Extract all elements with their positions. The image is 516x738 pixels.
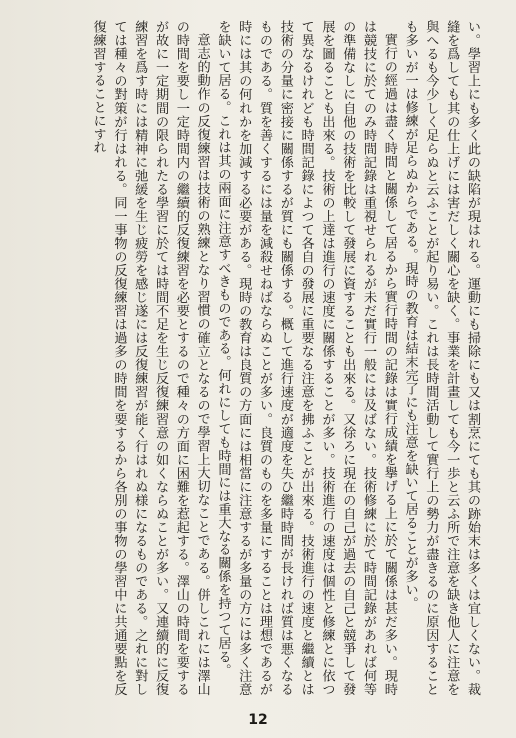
body-text	[34, 20, 482, 696]
page-number: 12	[248, 712, 268, 728]
paragraph-1: い。學習上にも多く此の缺陷が現はれる。運動にも掃除にも又は割烹にても其の跡始末は多くは宜しくない。裁縫を爲しても其の仕上げには害だしく關心を缺く。事業を計畫しても今一歩と云ふ所で注意を缺き他人に注意を與へるも今少しく足らぬと云ふことが起り易い。これは長時間活動して實行上の勢力が盡きるのに原因することも多いが一は修練が足らぬからである。現時の教育は結末完了にも注意を缺いて居ることが多い。	[402, 20, 480, 696]
paragraph-3: 意志的動作の反復練習は技術の熟練となり習慣の確立となるので學習上大切なことである。併しこれには澤山の時間を要し一定時間内の繼續的反復練習を必要とするので種々の方面に困難を惹起する。澤山の時間を要するが故に一定期間の限られたる學習に於ては時間不足を生じ反復練習意の如くならぬことが多い。又連續的に反復練習を爲す時には精神に弛緩を生じ疲勞を感じ遂には反復練習が能く行はれぬ様になるものである。之れに對しては種々の對策が行はれる。同一事物の反復練習は過多の時間を要するから各別の事物の學習中に共通要點を反復練習することにすれ	[90, 20, 210, 696]
paragraph-2: 實行の經過は盡く時間と關係して居るから實行時間の記錄は實行成績を擧げる上に於て關係は甚だ多い。現時は競技に於てのみ時間記錄は重視せられるが未だ實行一般には及ばない。技術修練に於て時間記錄があれば何等の準備なしに自他の技術を比較して發展に資することも出來る。又徐ろに現在の自己が過去の自己と競爭して發展を圖ることも出來る。技術の上達は進行の速度に關係することが多い。技術進行の速度は個性と修練とに依つて異なるけれども時間記錄によつて各自の發展に重要なる注意を拂ふことが出來る。技術進行の速度と繼續とは技術の分量に密接に關係するが質にも關係する。概して進行速度が適度を失ひ繼時時間が長ければ質は悪くなるものである。質を善くするには量を減殺せねばならぬことが多い。良質のものを多量にすることは理想であるが時には其の何れかを加減する必要がある。現時の教育は良質の方面には相當に注意するが多量の方には多く注意を缺いて居る。これは其の兩面に注意すべきものである。何れにしても時間には重大なる關係を持つて居る。	[215, 20, 397, 696]
